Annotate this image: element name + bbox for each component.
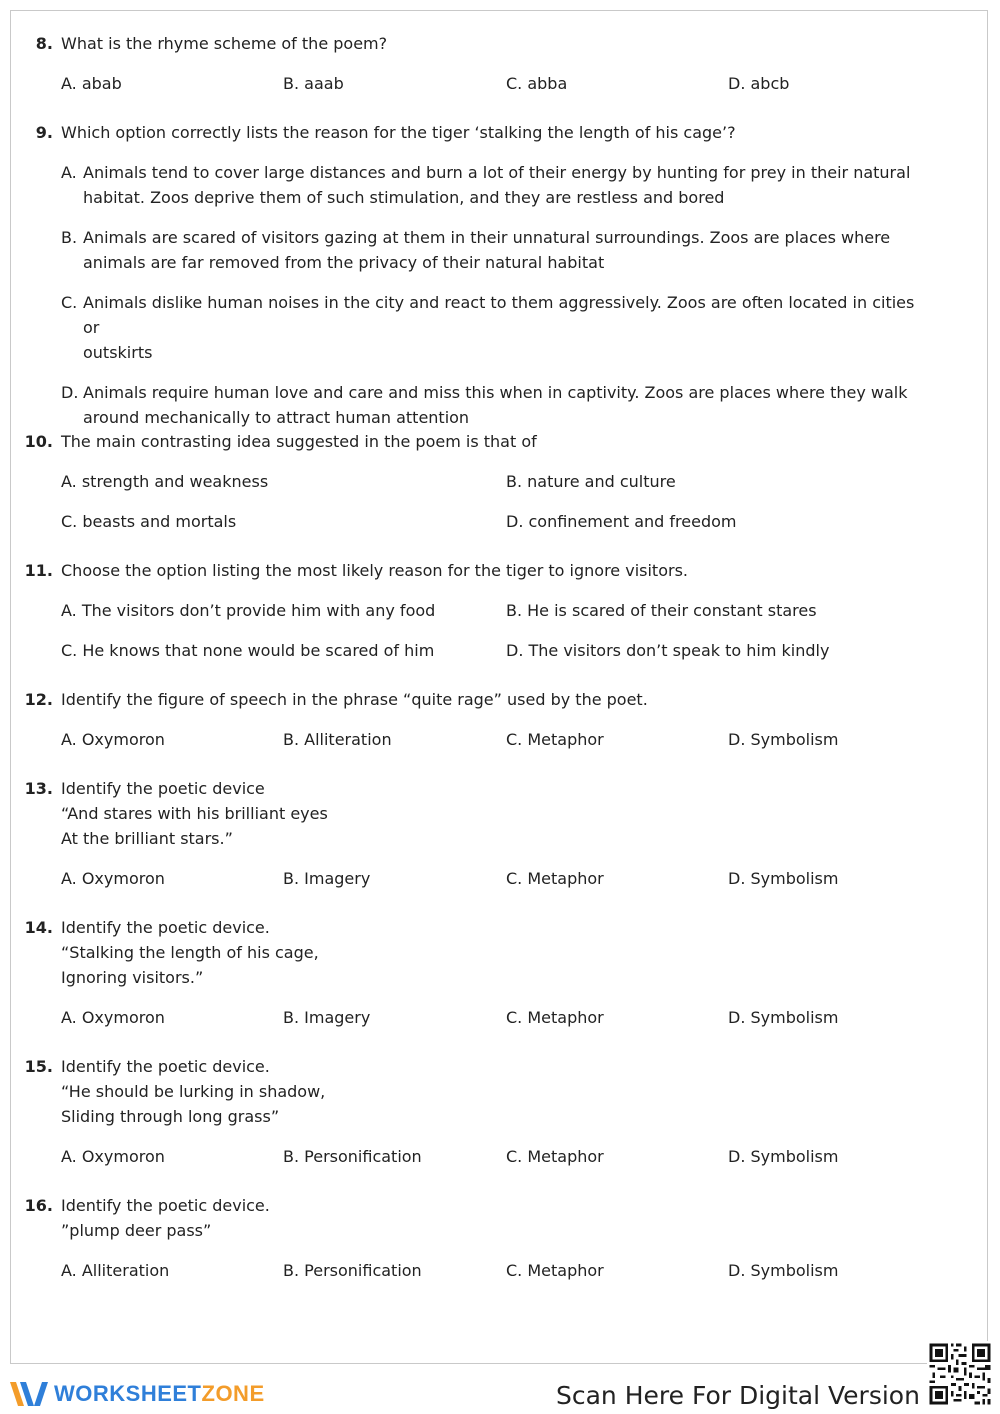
question-10 (11, 429, 971, 534)
option-a[interactable]: A. Alliteration (61, 1261, 170, 1280)
option-a[interactable]: A. Oxymoron (61, 869, 165, 888)
options-row (11, 1005, 971, 1030)
question-text: Identify the poetic device (61, 779, 265, 798)
question-number: 15. (24, 1057, 53, 1076)
option-text-line2: around mechanically to attract human attention (83, 408, 470, 427)
scan-label: Scan Here For Digital Version (556, 1381, 920, 1410)
question-text: The main contrasting idea suggested in the poem is that of (61, 432, 537, 451)
option-letter: C. (61, 293, 78, 312)
option-d[interactable]: D. Symbolism (728, 1008, 839, 1027)
question-text: Identify the poetic device. (61, 1057, 270, 1076)
brand-name-part2: ZONE (201, 1381, 265, 1406)
option-b[interactable]: B. Alliteration (283, 730, 392, 749)
option-a[interactable]: A. Oxymoron (61, 1147, 165, 1166)
option-text-line2: outskirts (83, 343, 153, 362)
option-b[interactable]: B. nature and culture (506, 472, 676, 491)
brand-name (54, 1381, 265, 1407)
options-row (11, 1144, 971, 1169)
question-number: 12. (24, 690, 53, 709)
option-letter: B. (61, 228, 78, 247)
quote-line: “And stares with his brilliant eyes (61, 804, 328, 823)
question-9 (11, 120, 971, 430)
question-12 (11, 687, 971, 752)
question-text: Identify the poetic device. (61, 918, 270, 937)
option-d[interactable]: D. The visitors don’t speak to him kindly (506, 641, 830, 660)
option-a[interactable]: A. strength and weakness (61, 472, 269, 491)
option-c[interactable]: C. Metaphor (506, 869, 604, 888)
option-c[interactable]: C. Metaphor (506, 1008, 604, 1027)
question-number: 14. (24, 918, 53, 937)
option-text-line1: Animals tend to cover large distances and burn a lot of their energy by hunting for prey in their natural (83, 163, 911, 182)
question-text: Choose the option listing the most likely reason for the tiger to ignore visitors. (61, 561, 688, 580)
question-text: What is the rhyme scheme of the poem? (61, 34, 388, 53)
option-d[interactable]: D. confinement and freedom (506, 512, 737, 531)
option-text-line1: Animals require human love and care and miss this when in captivity. Zoos are places where they walk (83, 383, 908, 402)
option-text-line1: Animals are scared of visitors gazing at them in their unnatural surroundings. Zoos are places where (83, 228, 891, 247)
option-letter: D. (61, 383, 79, 402)
qr-code-icon[interactable] (927, 1341, 993, 1407)
question-number: 13. (24, 779, 53, 798)
option-b[interactable]: B. aaab (283, 74, 344, 93)
option-a[interactable]: A. Oxymoron (61, 1008, 165, 1027)
option-a[interactable]: A. abab (61, 74, 122, 93)
question-text: Identify the poetic device. (61, 1196, 270, 1215)
quote-line: “He should be lurking in shadow, (61, 1082, 326, 1101)
options-row (11, 598, 971, 623)
quote-line: Ignoring visitors.” (61, 968, 204, 987)
question-8 (11, 31, 971, 96)
worksheetzone-logo[interactable] (8, 1378, 265, 1410)
option-a[interactable] (11, 160, 971, 210)
option-text-line2: habitat. Zoos deprive them of such stimulation, and they are restless and bored (83, 188, 725, 207)
option-c[interactable]: C. Metaphor (506, 1147, 604, 1166)
options-row (11, 727, 971, 752)
question-number: 9. (35, 123, 53, 142)
option-b[interactable]: B. Imagery (283, 1008, 371, 1027)
option-d[interactable]: D. Symbolism (728, 869, 839, 888)
option-letter: A. (61, 163, 77, 182)
option-c[interactable] (11, 290, 971, 365)
option-a[interactable]: A. Oxymoron (61, 730, 165, 749)
question-text: Which option correctly lists the reason for the tiger ‘stalking the length of his cage’? (61, 123, 736, 142)
option-c[interactable]: C. He knows that none would be scared of him (61, 641, 435, 660)
option-d[interactable]: D. Symbolism (728, 1261, 839, 1280)
question-number: 8. (35, 34, 53, 53)
worksheet-page (10, 10, 988, 1364)
options-row (11, 469, 971, 494)
quote-line: “Stalking the length of his cage, (61, 943, 319, 962)
option-c[interactable]: C. Metaphor (506, 1261, 604, 1280)
options-row (11, 71, 971, 96)
quote-line: Sliding through long grass” (61, 1107, 280, 1126)
option-b[interactable]: B. Personification (283, 1261, 422, 1280)
quote-line: ”plump deer pass” (61, 1221, 212, 1240)
option-d[interactable]: D. Symbolism (728, 730, 839, 749)
option-a[interactable]: A. The visitors don’t provide him with any food (61, 601, 436, 620)
worksheetzone-logo-icon (8, 1378, 48, 1410)
option-d[interactable] (11, 380, 971, 430)
question-text: Identify the figure of speech in the phrase “quite rage” used by the poet. (61, 690, 648, 709)
question-number: 10. (24, 432, 53, 451)
option-b[interactable]: B. He is scared of their constant stares (506, 601, 817, 620)
question-number: 11. (24, 561, 53, 580)
option-d[interactable]: D. abcb (728, 74, 790, 93)
option-text-line2: animals are far removed from the privacy of their natural habitat (83, 253, 605, 272)
brand-name-part1: WORKSHEET (54, 1381, 202, 1406)
option-text-line1: Animals dislike human noises in the city and react to them aggressively. Zoos are often located in cities or (83, 293, 915, 337)
question-15 (11, 1054, 971, 1169)
option-c[interactable]: C. beasts and mortals (61, 512, 237, 531)
question-11 (11, 558, 971, 663)
question-16 (11, 1193, 971, 1283)
options-row (11, 638, 971, 663)
question-14 (11, 915, 971, 1030)
options-row (11, 509, 971, 534)
quote-line: At the brilliant stars.” (61, 829, 233, 848)
option-b[interactable] (11, 225, 971, 275)
options-row (11, 866, 971, 891)
option-c[interactable]: C. Metaphor (506, 730, 604, 749)
options-row (11, 1258, 971, 1283)
option-d[interactable]: D. Symbolism (728, 1147, 839, 1166)
option-c[interactable]: C. abba (506, 74, 568, 93)
option-b[interactable]: B. Personification (283, 1147, 422, 1166)
option-b[interactable]: B. Imagery (283, 869, 371, 888)
question-13 (11, 776, 971, 891)
question-number: 16. (24, 1196, 53, 1215)
